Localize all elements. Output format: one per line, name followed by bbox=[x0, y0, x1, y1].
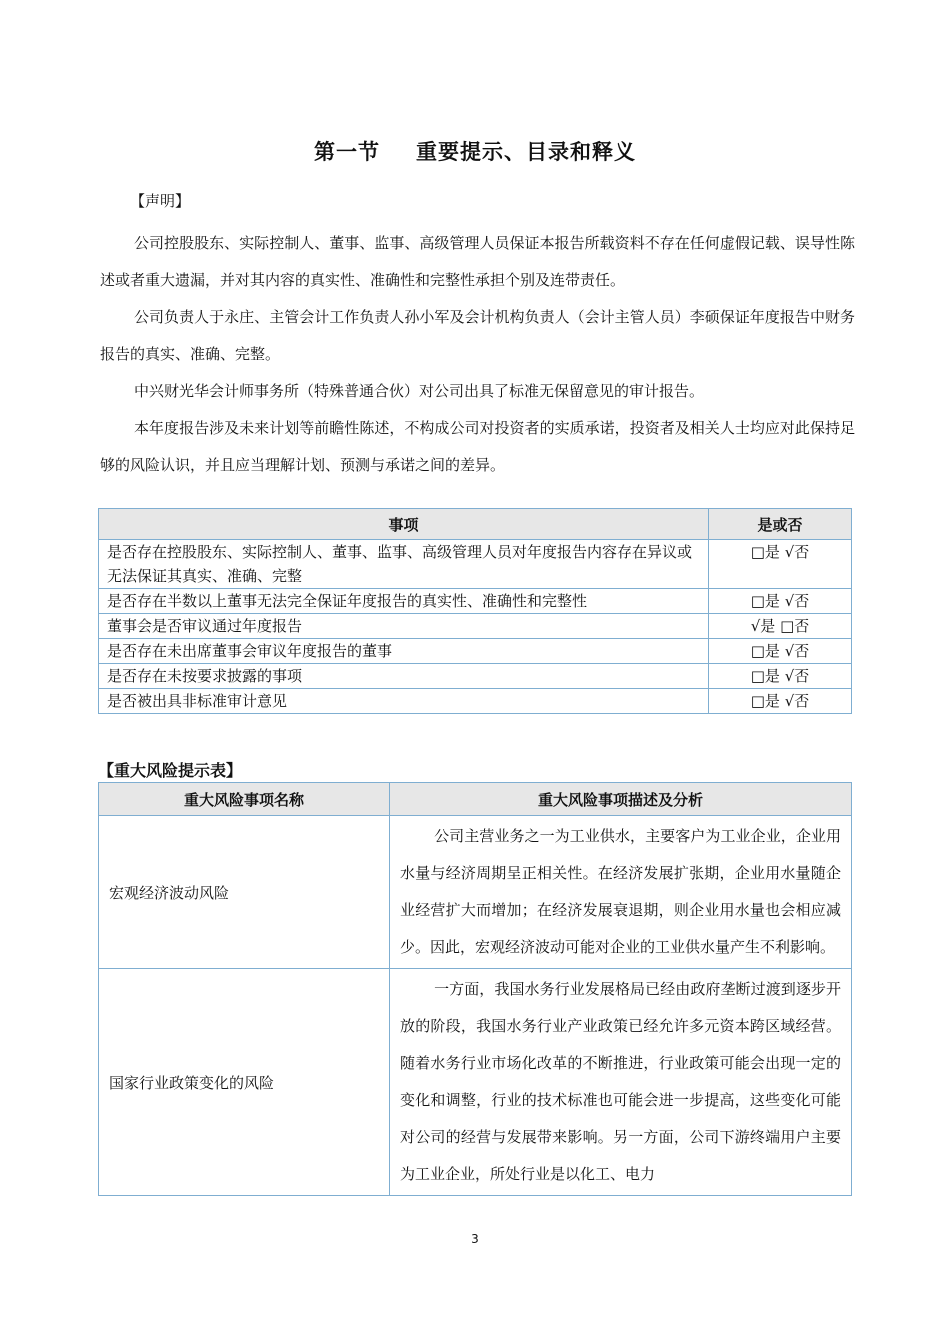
table-row bbox=[99, 816, 852, 969]
declaration-label: 【声明】 bbox=[130, 192, 191, 210]
risk-description: 公司主营业务之一为工业供水，主要客户为工业企业，企业用水量与经济周期呈正相关性。在经济发展扩张期，企业用水量随企业经营扩大而增加；在经济发展衰退期，则企业用水量也会相应减少。因此，宏观经济波动可能对企业的工业供水量产生不利影响。 bbox=[390, 816, 852, 969]
responsibility-paragraph: 公司负责人于永庄、主管会计工作负责人孙小军及会计机构负责人（会计主管人员）李硕保证年度报告中财务报告的真实、准确、完整。 bbox=[100, 308, 855, 363]
header-item: 事项 bbox=[99, 509, 709, 540]
table-row bbox=[99, 689, 852, 714]
matter-item: 是否存在未出席董事会审议年度报告的董事 bbox=[99, 639, 709, 664]
matter-answer: □是 √否 bbox=[709, 664, 852, 689]
page-number: 3 bbox=[471, 1232, 479, 1246]
section-title-text: 重要提示、目录和释义 bbox=[416, 140, 636, 164]
matter-answer: □是 √否 bbox=[709, 589, 852, 614]
table-row bbox=[99, 969, 852, 1196]
forward-looking-paragraph: 本年度报告涉及未来计划等前瞻性陈述，不构成公司对投资者的实质承诺，投资者及相关人士均应对此保持足够的风险认识，并且应当理解计划、预测与承诺之间的差异。 bbox=[100, 419, 855, 474]
risk-name: 国家行业政策变化的风险 bbox=[99, 969, 390, 1196]
table-row bbox=[99, 614, 852, 639]
section-title bbox=[0, 136, 950, 166]
auditor-paragraph: 中兴财光华会计师事务所（特殊普通合伙）对公司出具了标准无保留意见的审计报告。 bbox=[134, 382, 705, 400]
table-row bbox=[99, 664, 852, 689]
table-header-row bbox=[99, 509, 852, 540]
table-row bbox=[99, 540, 852, 589]
risk-name: 宏观经济波动风险 bbox=[99, 816, 390, 969]
risk-table-title: 【重大风险提示表】 bbox=[98, 761, 243, 780]
section-title-number: 第一节 bbox=[314, 140, 380, 164]
table-row bbox=[99, 589, 852, 614]
matter-item: 是否被出具非标准审计意见 bbox=[99, 689, 709, 714]
matter-answer: □是 √否 bbox=[709, 639, 852, 664]
risk-table bbox=[98, 782, 852, 1196]
matter-item: 董事会是否审议通过年度报告 bbox=[99, 614, 709, 639]
matter-item: 是否存在未按要求披露的事项 bbox=[99, 664, 709, 689]
matter-item: 是否存在控股股东、实际控制人、董事、监事、高级管理人员对年度报告内容存在异议或无法保证其真实、准确、完整 bbox=[99, 540, 709, 589]
matter-item: 是否存在半数以上董事无法完全保证年度报告的真实性、准确性和完整性 bbox=[99, 589, 709, 614]
risk-description: 一方面，我国水务行业发展格局已经由政府垄断过渡到逐步开放的阶段，我国水务行业产业政策已经允许多元资本跨区域经营。随着水务行业市场化改革的不断推进，行业政策可能会出现一定的变化和调整，行业的技术标准也可能会进一步提高，这些变化可能对公司的经营与发展带来影响。另一方面，公司下游终端用户主要为工业企业，所处行业是以化工、电力 bbox=[390, 969, 852, 1196]
header-risk-name: 重大风险事项名称 bbox=[99, 783, 390, 816]
matters-table bbox=[98, 508, 852, 714]
table-row bbox=[99, 639, 852, 664]
matter-answer: √是 □否 bbox=[709, 614, 852, 639]
table-header-row bbox=[99, 783, 852, 816]
header-risk-desc: 重大风险事项描述及分析 bbox=[390, 783, 852, 816]
matter-answer: □是 √否 bbox=[709, 689, 852, 714]
matter-answer: □是 √否 bbox=[709, 540, 852, 589]
declaration-paragraph: 公司控股股东、实际控制人、董事、监事、高级管理人员保证本报告所载资料不存在任何虚假记载、误导性陈述或者重大遗漏，并对其内容的真实性、准确性和完整性承担个别及连带责任。 bbox=[100, 234, 855, 289]
header-answer: 是或否 bbox=[709, 509, 852, 540]
